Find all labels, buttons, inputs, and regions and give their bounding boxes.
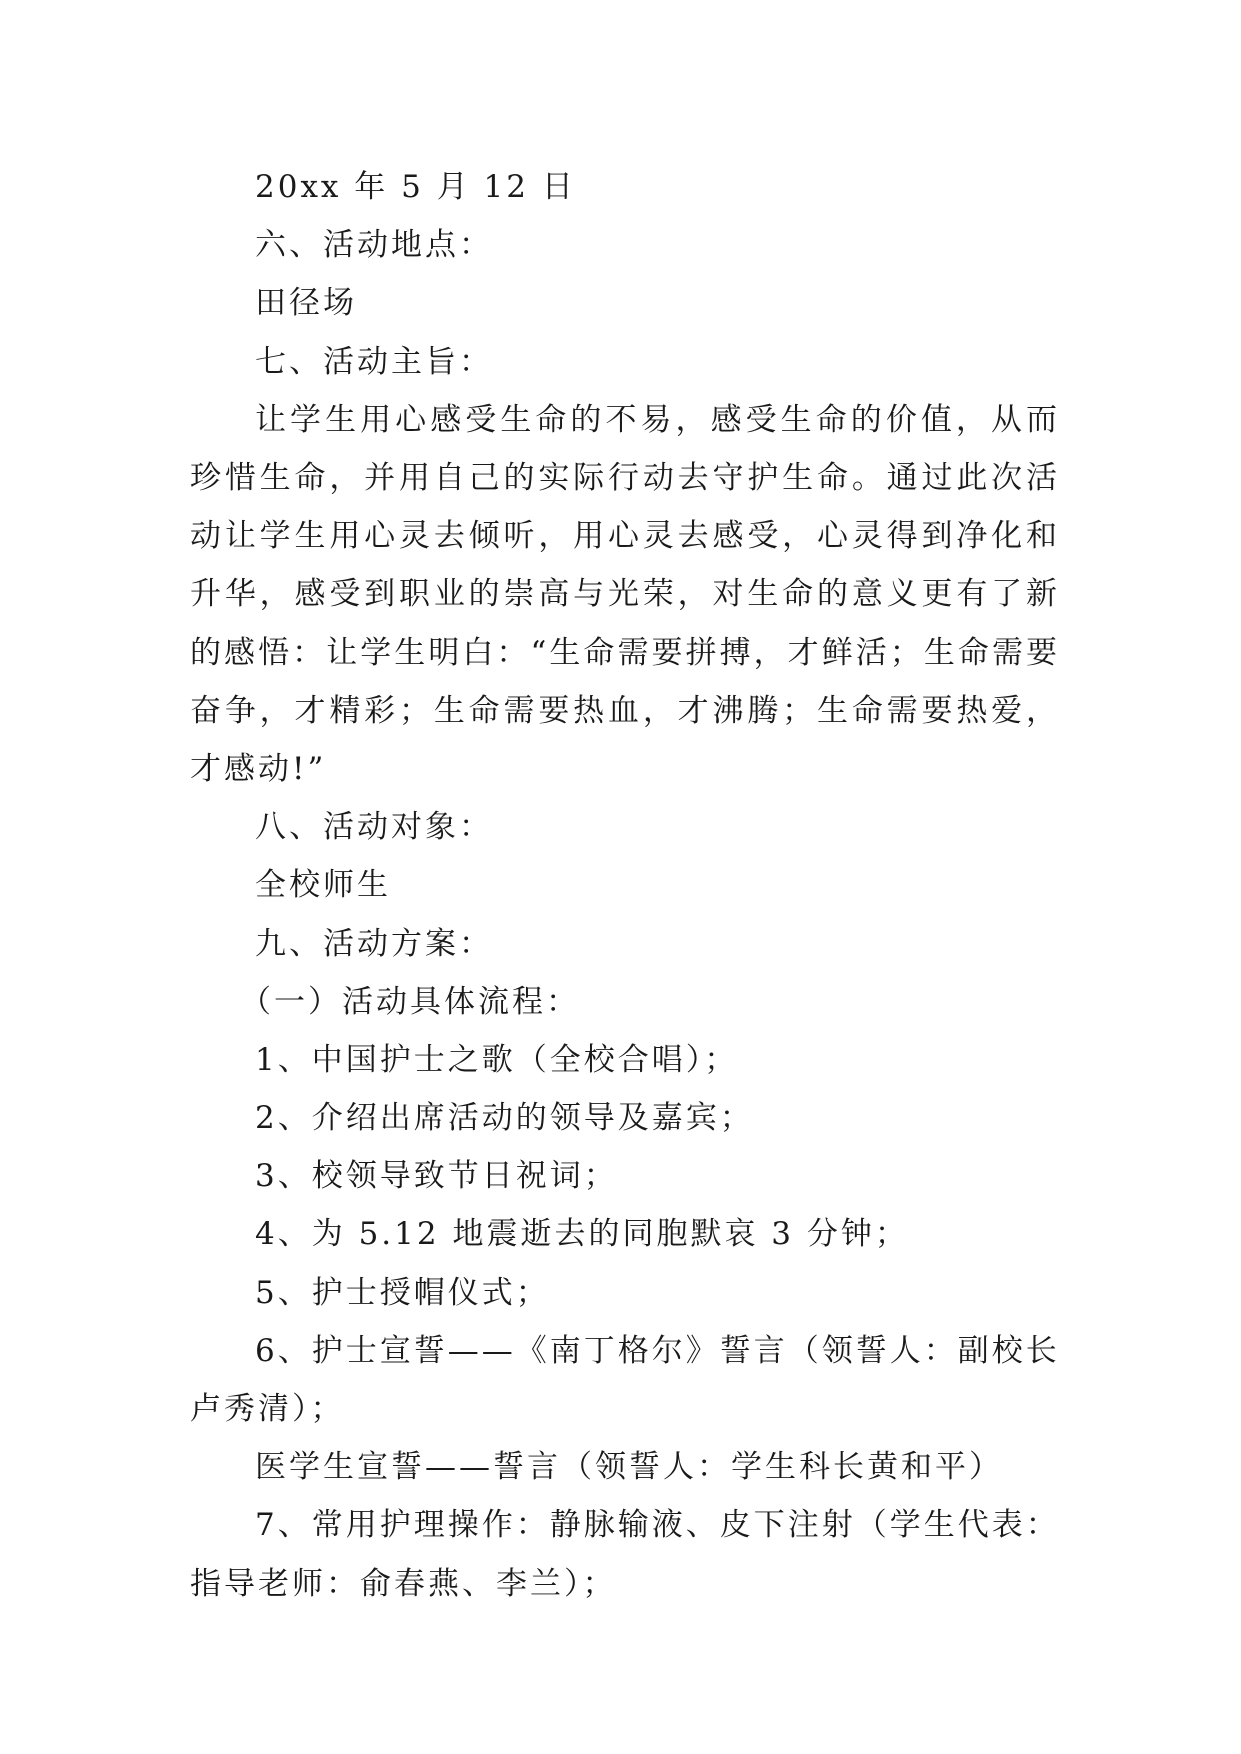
date-line: 20xx 年 5 月 12 日 bbox=[255, 169, 576, 205]
list-item: 7、常用护理操作：静脉输液、皮下注射（学生代表：指导老师：俞春燕、李兰）； bbox=[190, 1507, 1060, 1602]
document-body bbox=[190, 158, 1060, 1613]
list-item: 1、中国护士之歌（全校合唱）； bbox=[255, 1041, 739, 1078]
list-item: 4、为 5.12 地震逝去的同胞默哀 3 分钟； bbox=[255, 1216, 909, 1253]
list-item: 6、护士宣誓——《南丁格尔》誓言（领誓人：副校长卢秀清）； bbox=[190, 1332, 1060, 1428]
subheading-process: （一）活动具体流程： bbox=[240, 983, 580, 1020]
purpose-paragraph: 让学生用心感受生命的不易，感受生命的价值，从而珍惜生命，并用自己的实际行动去守护生命。通过此次活动让学生用心灵去倾听，用心灵去感受，心灵得到净化和升华，感受到职业的崇高与光荣，对生命的意义更有了新的感悟：让学生明白：“生命需要拼搏，才鲜活；生命需要奋争，才精彩；生命需要热血，才沸腾；生命需要热爱，才感动!” bbox=[190, 401, 1060, 787]
section-heading-plan: 九、活动方案： bbox=[255, 925, 493, 962]
venue-text: 田径场 bbox=[255, 285, 357, 322]
list-item: 5、护士授帽仪式； bbox=[255, 1274, 550, 1311]
list-item: 2、介绍出席活动的领导及嘉宾； bbox=[255, 1100, 754, 1137]
list-item: 3、校领导致节日祝词； bbox=[255, 1158, 618, 1195]
section-heading-venue: 六、活动地点： bbox=[255, 227, 493, 264]
section-heading-purpose: 七、活动主旨： bbox=[255, 343, 493, 380]
section-heading-target: 八、活动对象： bbox=[255, 809, 493, 846]
target-text: 全校师生 bbox=[255, 867, 391, 904]
list-item-oath: 医学生宣誓——誓言（领誓人：学生科长黄和平） bbox=[255, 1449, 1003, 1486]
